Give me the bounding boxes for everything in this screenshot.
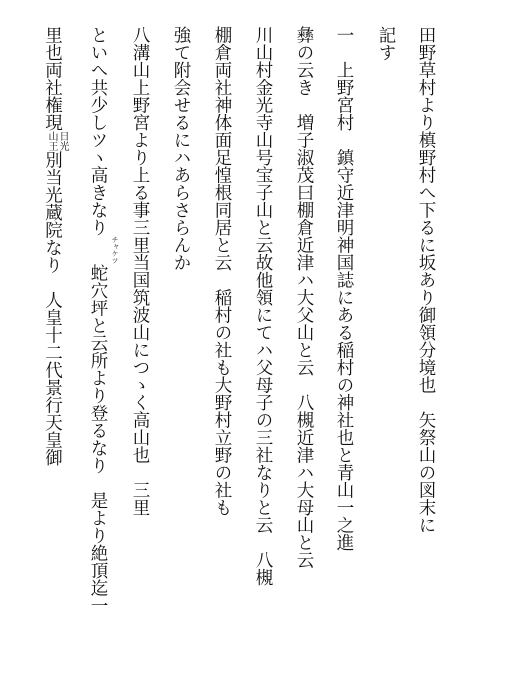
warichu-right: 日光 [57, 131, 68, 151]
text-column-7: 強て附会せるにハあらさらんか [171, 26, 191, 271]
col9-after: と云所より登るなり 是より絶頂迄一 [88, 316, 108, 614]
text-column-10 [44, 26, 68, 466]
col10-main: 里也両社権現 [42, 26, 63, 131]
col9-before: といへ共少しツヽ高きなり [88, 26, 108, 236]
text-column-6: 棚倉両社神体面足惶根同居と云 稲村の社も大野村立野の社も [212, 26, 232, 516]
warichu-left: 山王 [46, 131, 57, 151]
warichu-note [46, 131, 68, 151]
text-column-8: 八溝山上野宮より上る事三里当国筑波山につゝく高山也 三里 [130, 26, 150, 516]
col10-rest: 別当光蔵院なり 人皇十二代景行天皇御 [42, 151, 63, 466]
text-column-3: 一 上野宮村 鎮守近津明神国誌にある稲村の神社也と青山一之進 [334, 26, 354, 551]
text-column-5: 川山村金光寺山号宝子山と云故他領にてハ父母子の三社なりと云 八槻 [253, 26, 273, 586]
text-column-1: 田野草村より槙野村へ下るに坂あり御領分境也 矢祭山の図末に [416, 26, 436, 534]
col9-target: 蛇穴坪 [88, 264, 108, 317]
ruby-note-jakeketsu: チャケツ [111, 236, 119, 264]
text-column-9 [86, 26, 119, 614]
text-column-4: 彝の云き 増子淑茂曰棚倉近津ハ大父山と云 八槻近津ハ大母山と云 [294, 26, 314, 569]
text-column-2: 記す [376, 26, 396, 61]
